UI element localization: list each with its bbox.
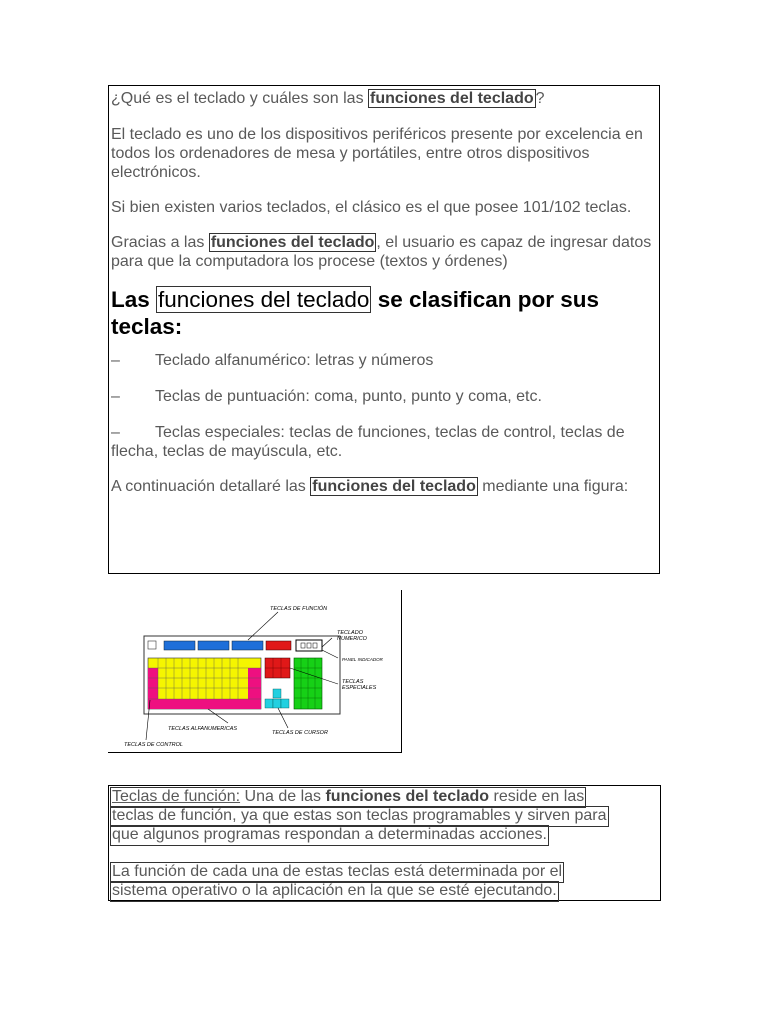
bullet-2 [111,387,657,406]
paragraph-3 [111,233,657,271]
bullet-1 [111,351,657,370]
control-keys-bottom [158,699,248,709]
bullet-3-text: Teclas especiales: teclas de funciones, teclas de control, teclas de flecha, teclas de mayúscula, etc. [111,424,625,460]
bullet-dash: – [111,352,120,369]
intro-section [108,85,660,574]
line-4: La función de cada una de estas teclas está determinada por el [110,862,564,883]
line-1 [110,787,586,808]
line-1-text-end: reside en las [489,788,585,805]
label-teclas-control: TECLAS DE CONTROL [124,742,183,748]
paragraph-3-text: Gracias a las [111,234,209,251]
function-keys-section [108,785,661,901]
line-2: teclas de función, ya que estas son teclas programables y sirven para [110,806,609,827]
keyword-link[interactable]: funciones del teclado [210,234,375,251]
heading-keyword-link[interactable]: funciones del teclado [158,287,370,312]
paragraph-1: El teclado es uno de los dispositivos periféricos presente por excelencia en todos los ordenadores de mesa y portátiles, entre otros dispositivos electrónicos. [111,126,643,181]
label-teclado-numerico-1: TECLADO [337,630,363,636]
special-top-keys [266,641,291,650]
keyword-link[interactable]: funciones del teclado [325,788,490,805]
paragraph-2: Si bien existen varios teclados, el clásico es el que posee 101/102 teclas. [111,199,632,216]
label-teclas-funcion: TECLAS DE FUNCIÓN [270,606,328,612]
bullet-dash: – [111,424,120,441]
label-panel-indicador: PANEL INDICADOR [342,657,383,662]
label-teclas-especiales-1: TECLAS [342,679,364,685]
keyword-link[interactable]: funciones del teclado [312,478,476,495]
line-1-text: Una de las [240,788,326,805]
label-teclado-numerico-2: NUMERICO [337,636,367,642]
control-keys-right [248,668,261,709]
question-text: ¿Qué es el teclado y cuáles son las [111,90,369,107]
indicator-panel [296,640,322,651]
label-teclas-cursor: TECLAS DE CURSOR [272,730,328,736]
teclas-funcion-label: Teclas de función: [112,788,241,805]
section-heading [111,286,657,340]
label-teclas-especiales-2: ESPECIALES [342,685,377,691]
heading-text-end: se clasifican por sus teclas: [111,287,600,339]
line-5: sistema operativo o la aplicación en la que se esté ejecutando. [110,881,559,902]
bullet-1-text: Teclado alfanumérico: letras y números [155,352,434,369]
paragraph-3-text-end: , el usuario es capaz de ingresar datos para que la computadora los procese (textos y órdenes) [111,234,652,270]
paragraph-4-text: A continuación detallaré las [111,478,311,495]
paragraph-4-text-end: mediante una figura: [477,478,629,495]
question-paragraph [111,89,657,108]
keyboard-diagram [108,590,402,753]
bullet-dash: – [111,388,120,405]
keyword-link[interactable]: funciones del teclado [370,90,534,107]
bullet-3 [111,423,657,461]
paragraph-4 [111,477,657,496]
line-3: que algunos programas respondan a determinadas acciones. [110,825,549,846]
question-mark: ? [535,90,545,107]
label-teclas-alfanumericas: TECLAS ALFANUMERICAS [168,726,238,732]
function-keys [148,641,263,650]
bullet-2-text: Teclas de puntuación: coma, punto, punto y coma, etc. [155,388,542,405]
heading-text: Las [111,287,157,312]
